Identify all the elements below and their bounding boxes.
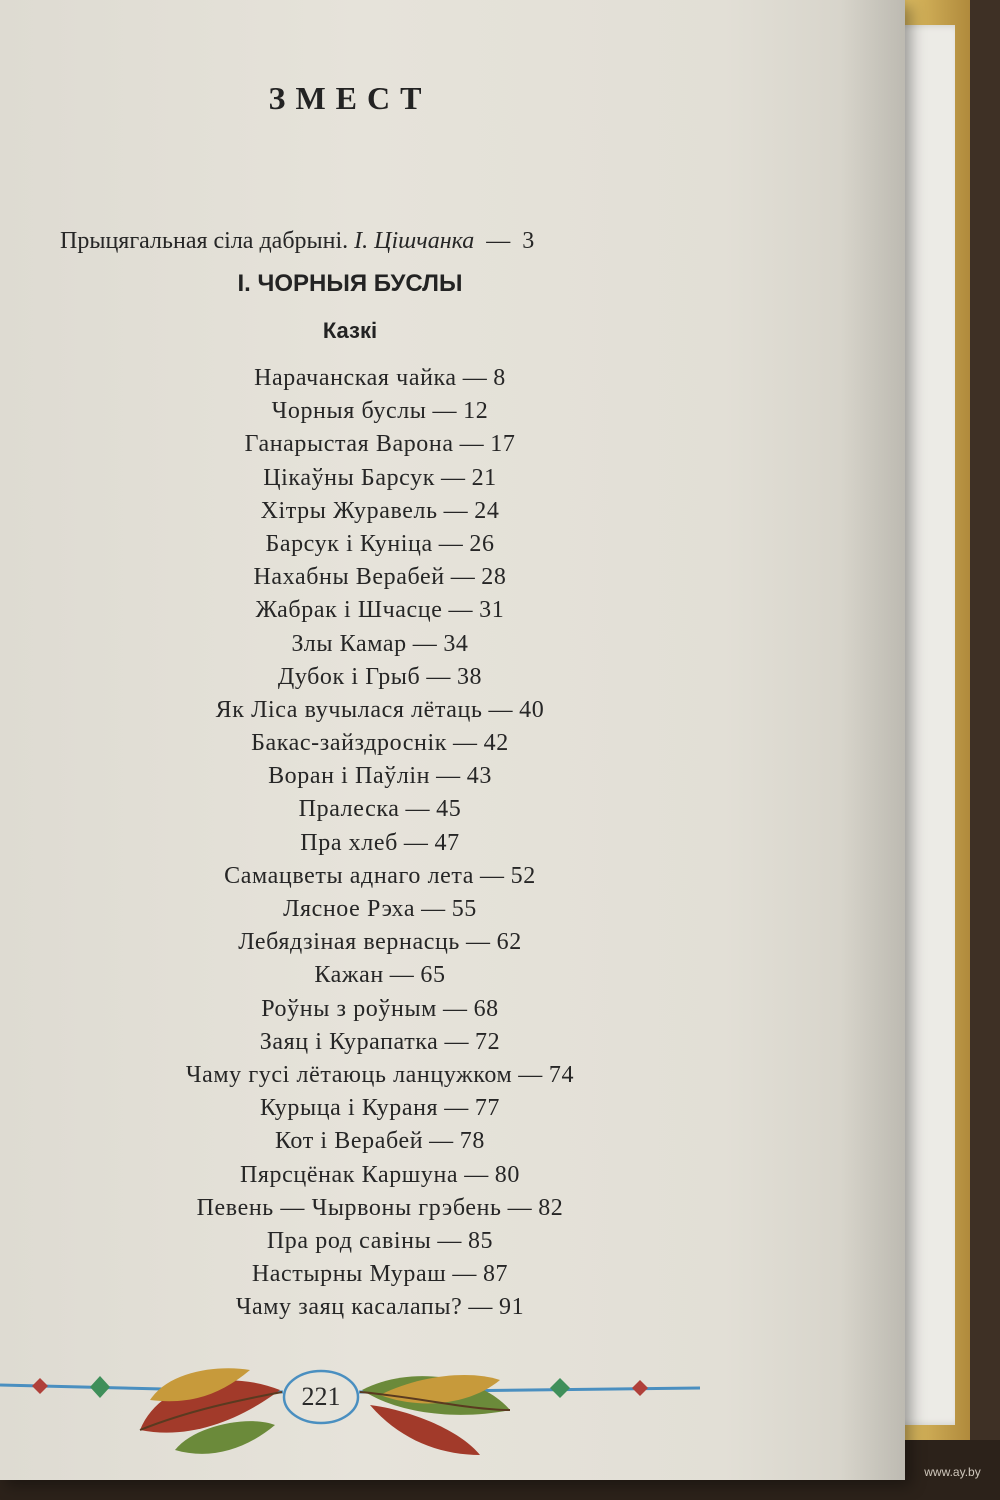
toc-entry-title: Ганарыстая Варона	[244, 431, 454, 458]
toc-entry-dash: —	[389, 962, 415, 989]
toc-entry-title: Лясное Рэха	[283, 896, 416, 922]
table-of-contents	[80, 362, 680, 1324]
toc-entry	[80, 1192, 680, 1225]
toc-entry-title: Пярсцёнак Каршуна	[239, 1161, 459, 1188]
toc-entry	[80, 793, 680, 826]
subsection-heading: Казкі	[322, 318, 378, 343]
toc-entry	[80, 1125, 680, 1158]
toc-entry-page: 21	[471, 464, 497, 491]
toc-entry-title: Пралеска	[298, 796, 400, 823]
toc-entry	[80, 1258, 680, 1291]
toc-entry-page: 85	[467, 1227, 494, 1254]
toc-entry-dash: —	[436, 763, 461, 790]
toc-entry-dash: —	[443, 497, 469, 524]
toc-entry-dash: —	[403, 829, 429, 856]
toc-entry-page: 28	[481, 564, 507, 591]
toc-entry-title: Певень — Чырвоны грэбень	[196, 1194, 502, 1221]
toc-entry-dash: —	[405, 796, 431, 823]
toc-entry-dash: —	[448, 597, 474, 624]
toc-entry-page: 8	[493, 365, 506, 391]
toc-entry-page: 38	[456, 663, 483, 690]
toc-entry	[80, 1026, 680, 1059]
toc-entry-title: Чаму заяц касалапы?	[235, 1294, 463, 1321]
toc-entry-dash: —	[438, 530, 464, 557]
toc-entry-title: Заяц і Курапатка	[259, 1028, 439, 1055]
toc-entry-page: 40	[519, 696, 545, 723]
toc-entry-title: Роўны з роўным	[261, 995, 437, 1022]
toc-entry-dash: —	[432, 398, 458, 425]
toc-entry-title: Нарачанская чайка	[254, 365, 457, 391]
toc-entry-title: Кот і Верабей	[275, 1128, 424, 1155]
toc-entry	[80, 1159, 680, 1192]
toc-entry-dash: —	[488, 696, 514, 723]
toc-entry	[80, 561, 680, 594]
toc-entry-dash: —	[442, 995, 468, 1022]
diamond-icon	[90, 1376, 110, 1398]
toc-entry-dash: —	[464, 1161, 489, 1188]
toc-entry	[80, 760, 680, 793]
toc-entry-page: 12	[463, 398, 489, 425]
page-fold-shadow	[840, 0, 905, 1480]
toc-entry-dash: —	[452, 1261, 477, 1288]
toc-entry	[80, 926, 680, 959]
toc-entry-title: Самацветы аднаго лета	[224, 862, 475, 889]
toc-entry	[80, 959, 680, 992]
toc-entry	[80, 428, 680, 461]
diamond-icon	[32, 1378, 48, 1394]
toc-entry-dash: —	[468, 1294, 493, 1321]
toc-entry-page: 65	[420, 962, 446, 989]
toc-entry-page: 91	[498, 1294, 525, 1321]
toc-entry	[80, 694, 680, 727]
toc-entry-dash: —	[462, 365, 488, 391]
toc-entry-page: 62	[496, 929, 522, 956]
toc-entry-title: Кажан	[314, 962, 384, 989]
toc-entry	[80, 528, 680, 561]
toc-entry	[80, 827, 680, 860]
toc-entry-page: 77	[474, 1095, 501, 1122]
toc-entry-page: 55	[451, 896, 477, 922]
toc-entry-title: Злы Камар	[291, 630, 407, 657]
toc-entry-dash: —	[459, 431, 485, 458]
toc-entry-page: 34	[443, 630, 469, 657]
toc-entry	[80, 628, 680, 661]
toc-entry-dash: —	[518, 1061, 543, 1088]
toc-entry-dash: —	[465, 929, 491, 956]
toc-entry-dash: —	[440, 464, 466, 491]
toc-entry-title: Барсук і Куніца	[265, 530, 433, 557]
toc-entry-title: Бакас-зайздроснік	[251, 730, 448, 757]
toc-entry-dash: —	[421, 896, 446, 922]
intro-dash: —	[480, 228, 517, 254]
toc-entry-dash: —	[480, 862, 505, 889]
toc-entry-title: Настырны Мураш	[251, 1261, 447, 1288]
toc-entry-title: Лебядзіная вернасць	[238, 929, 460, 956]
toc-entry	[80, 1225, 680, 1258]
toc-entry-title: Хітры Журавель	[260, 497, 438, 524]
toc-entry-dash: —	[450, 564, 476, 591]
toc-entry	[80, 362, 680, 395]
toc-entry-dash: —	[426, 663, 451, 690]
toc-entry-page: 87	[482, 1261, 509, 1288]
toc-entry-page: 78	[459, 1128, 485, 1155]
toc-entry	[80, 860, 680, 893]
toc-entry-page: 74	[548, 1061, 575, 1088]
toc-entry-title: Чорныя буслы	[271, 398, 427, 425]
toc-entry-page: 31	[479, 597, 505, 624]
toc-entry-page: 82	[538, 1194, 564, 1221]
intro-author: І. Цішчанка	[354, 228, 475, 254]
toc-entry-title: Жабрак і Шчасце	[255, 597, 443, 624]
toc-entry-page: 68	[473, 995, 499, 1022]
toc-entry	[80, 727, 680, 760]
toc-entry-page: 17	[490, 431, 516, 458]
toc-entry-title: Воран і Паўлін	[268, 763, 431, 790]
toc-entry-dash: —	[429, 1128, 454, 1155]
toc-entry-dash: —	[444, 1095, 469, 1122]
toc-entry-dash: —	[507, 1194, 533, 1221]
toc-entry-page: 43	[466, 763, 492, 790]
toc-entry-title: Цікаўны Барсук	[263, 464, 435, 491]
toc-entry-title: Чаму гусі лётаюць ланцужком	[185, 1061, 513, 1088]
watermark: www.ay.by	[924, 1465, 981, 1479]
diamond-icon	[550, 1378, 570, 1398]
toc-entry-title: Пра род савіны	[266, 1227, 432, 1254]
toc-entry-title: Нахабны Верабей	[253, 564, 445, 591]
toc-entry-title: Дубок і Грыб	[277, 663, 421, 690]
intro-page: 3	[522, 228, 535, 254]
toc-entry-page: 42	[483, 730, 509, 757]
toc-entry-title: Як Ліса вучылася лётаць	[215, 696, 483, 723]
toc-entry-dash: —	[444, 1028, 470, 1055]
page-title: ЗМЕСТ	[268, 80, 432, 116]
toc-entry	[80, 1291, 680, 1324]
toc-entry-page: 45	[436, 796, 462, 823]
diamond-icon	[632, 1380, 648, 1396]
toc-entry-page: 72	[475, 1028, 501, 1055]
toc-entry-dash: —	[453, 730, 478, 757]
toc-entry-page: 47	[434, 829, 460, 856]
toc-entry	[80, 1092, 680, 1125]
toc-entry-title: Курыца і Кураня	[259, 1095, 439, 1122]
toc-entry	[80, 893, 680, 926]
toc-entry-title: Пра хлеб	[300, 829, 398, 856]
toc-entry-page: 80	[494, 1161, 520, 1188]
toc-entry	[80, 462, 680, 495]
intro-entry	[60, 228, 700, 255]
toc-entry-page: 26	[469, 530, 495, 557]
toc-entry	[80, 594, 680, 627]
toc-entry-dash: —	[412, 630, 438, 657]
toc-entry-page: 52	[510, 862, 536, 889]
toc-entry	[80, 993, 680, 1026]
toc-entry	[80, 495, 680, 528]
toc-entry	[80, 661, 680, 694]
toc-entry-page: 24	[474, 497, 500, 524]
section-heading: І. ЧОРНЫЯ БУСЛЫ	[237, 270, 463, 297]
intro-text: Прыцягальная сіла дабрыні.	[60, 228, 349, 254]
toc-entry	[80, 1059, 680, 1092]
toc-entry-dash: —	[437, 1227, 462, 1254]
page-number: 221	[301, 1382, 341, 1411]
toc-entry	[80, 395, 680, 428]
